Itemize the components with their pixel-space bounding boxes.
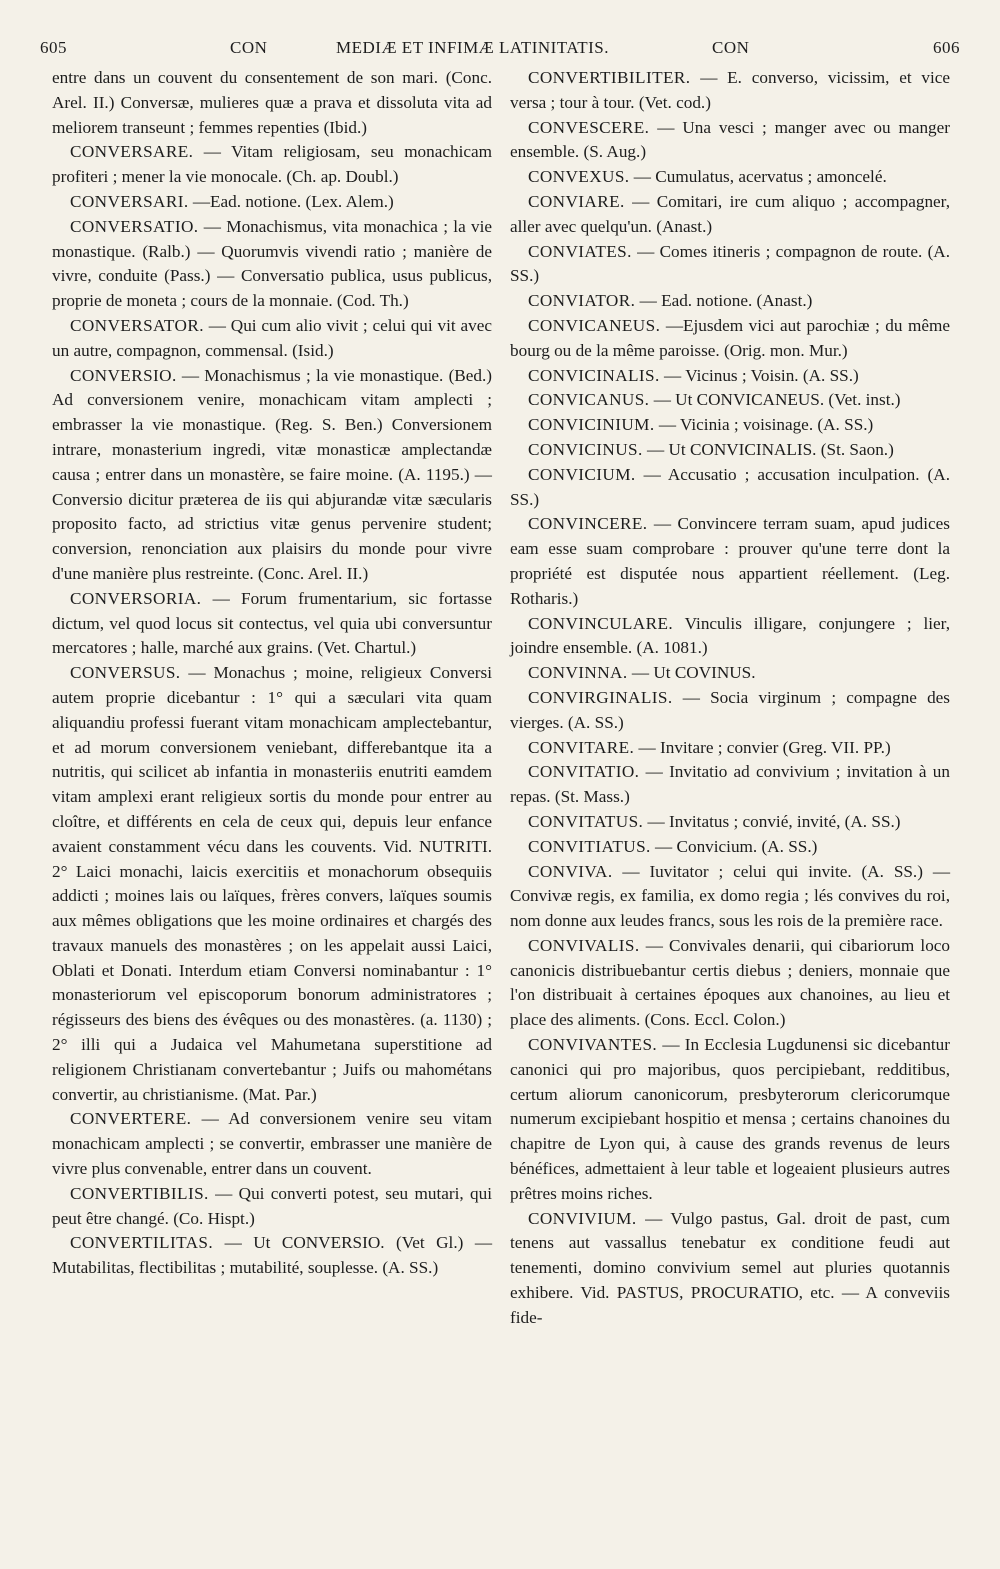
dictionary-entry	[510, 463, 950, 513]
entry-definition: — Invitatus ; convié, invité, (A. SS.)	[647, 811, 901, 831]
section-label-left: CON	[230, 38, 268, 57]
entry-definition: — Cumulatus, acervatus ; amoncelé.	[633, 167, 887, 187]
entry-definition: — Ad conversionem venire seu vitam monachicam amplecti ; se convertir, embrasser une manière de vivre plus convenable, entrer dans un couvent.	[52, 1109, 492, 1179]
dictionary-entry	[510, 116, 950, 166]
entry-definition: — Ut CONVICINALIS. (St. Saon.)	[647, 439, 894, 459]
entry-headword: CONVESCERE.	[528, 117, 650, 137]
entry-definition: — Invitare ; convier (Greg. VII. PP.)	[638, 737, 891, 757]
dictionary-entry	[510, 165, 950, 190]
dictionary-entry	[510, 388, 950, 413]
entry-headword: CONVIVANTES.	[528, 1035, 658, 1055]
entry-headword: CONVIVA.	[528, 861, 613, 881]
dictionary-entry	[52, 1107, 492, 1181]
entry-definition: — Comes itineris ; compagnon de route. (A. SS.)	[510, 241, 951, 286]
dictionary-entry	[52, 661, 492, 1107]
entry-definition: — Vitam religiosam, seu monachicam profiteri ; mener la vie monocale. (Ch. ap. Doubl.)	[52, 142, 493, 187]
entry-continuation: entre dans un couvent du consentement de son mari. (Conc. Arel. II.) Conversæ, mulieres quæ a prava et dissoluta vita ad meliorem transeunt ; femmes repenties (Ibid.)	[52, 68, 492, 137]
left-column	[52, 66, 492, 1281]
page-number-right: 606	[933, 38, 960, 57]
entry-definition: — Una vesci ; manger avec ou manger ensemble. (S. Aug.)	[510, 117, 951, 162]
entry-headword: CONVINCERE.	[528, 514, 648, 534]
entry-headword: CONVICINUS.	[528, 439, 643, 459]
dictionary-entry	[510, 190, 950, 240]
dictionary-entry	[52, 215, 492, 314]
entry-definition: —Ead. notione. (Lex. Alem.)	[192, 191, 394, 211]
dictionary-entry	[510, 512, 950, 611]
dictionary-entry	[52, 587, 492, 661]
dictionary-entry	[52, 140, 492, 190]
dictionary-entry	[510, 289, 950, 314]
entry-headword: CONVITARE.	[528, 737, 635, 757]
entry-definition: — Convivales denarii, qui cibariorum loco canonicis distribuebantur certis diebus ; deniers, monnaie que l'on distribuait à certaines époques aux chanoines, au lieu et place des aliments. (Cons. Eccl. Colon.)	[510, 935, 951, 1030]
entry-headword: CONVITIATUS.	[528, 836, 651, 856]
dictionary-entry	[510, 413, 950, 438]
dictionary-entry	[52, 1231, 492, 1281]
entry-headword: CONVERSARE.	[70, 142, 194, 162]
dictionary-entry	[52, 314, 492, 364]
page-number-left: 605	[40, 38, 67, 57]
running-header	[40, 34, 960, 64]
entry-headword: CONVINNA.	[528, 663, 628, 683]
entry-headword: CONVICIUM.	[528, 464, 636, 484]
entry-definition: — Accusatio ; accusation inculpation. (A. SS.)	[510, 464, 950, 509]
entry-headword: CONVICINIUM.	[528, 415, 655, 435]
entry-definition: — Ead. notione. (Anast.)	[639, 291, 813, 311]
dictionary-entry	[510, 1207, 950, 1331]
dictionary-entry	[510, 66, 950, 116]
entry-definition: — Monachismus ; la vie monastique. (Bed.) Ad conversionem venire, monachicam vitam amplecti ; embrasser la vie monastique. (Reg. S. Ben.) Conversionem intrare, monasterium ingredi, vitæ monasticæ amplectandæ causa ; entrer dans un monastère, se faire moine. (A. 1195.) — Conversio dicitur præterea de iis qui abjurandæ vitæ sæcularis proposito facto, ad strictius vitæ genus pervenire student; conversion, renonciation aux plaisirs du monde pour vivre d'une manière plus restreinte. (Conc. Arel. II.)	[52, 365, 492, 583]
entry-definition: — Forum frumentarium, sic fortasse dictum, vel quod locus sit contectus, vel quia ubi conversuntur mercatores ; halle, marché aux grains. (Vet. Chartul.)	[52, 588, 492, 658]
entry-definition: — Ut COVINUS.	[631, 663, 756, 683]
dictionary-entry	[510, 314, 950, 364]
entry-definition: — Vicinus ; Voisin. (A. SS.)	[664, 365, 859, 385]
entry-headword: CONVIVALIS.	[528, 935, 640, 955]
entry-headword: CONVIVIUM.	[528, 1208, 637, 1228]
entry-definition: Vinculis illigare, conjungere ; lier, joindre ensemble. (A. 1081.)	[510, 613, 950, 658]
entry-headword: CONVERTIBILIS.	[70, 1183, 209, 1203]
entry-headword: CONVINCULARE.	[528, 613, 674, 633]
entry-definition: — Qui converti potest, seu mutari, qui peut être changé. (Co. Hispt.)	[52, 1183, 492, 1228]
section-label-right: CON	[712, 38, 750, 57]
entry-headword: CONVERSUS.	[70, 663, 181, 683]
entry-definition: — Convicium. (A. SS.)	[655, 836, 818, 856]
entry-definition: — Monachismus, vita monachica ; la vie monastique. (Ralb.) — Quorumvis vivendi ratio ; manière de vivre, conduite (Pass.) — Conversatio publica, usus publicus, proprie de moneta ; cours de la monnaie. (Cod. Th.)	[52, 216, 493, 311]
entry-headword: CONVICINALIS.	[528, 365, 660, 385]
dictionary-entry	[52, 1182, 492, 1232]
dictionary-entry	[510, 934, 950, 1033]
entry-definition: — Iuvitator ; celui qui invite. (A. SS.) — Convivæ regis, ex familia, ex domo regia ; lés convives du roi, nom donne aux leudes francs, sous les rois de la première race.	[510, 861, 951, 931]
dictionary-entry	[52, 190, 492, 215]
entry-headword: CONVERSATOR.	[70, 315, 204, 335]
entry-definition: — E. converso, vicissim, et vice versa ; tour à tour. (Vet. cod.)	[510, 68, 951, 112]
dictionary-entry	[510, 860, 950, 934]
entry-definition: — Ut CONVICANEUS. (Vet. inst.)	[653, 390, 901, 410]
dictionary-entry	[510, 835, 950, 860]
entry-headword: CONVERSORIA.	[70, 588, 202, 608]
dictionary-entry	[52, 364, 492, 587]
entry-definition: — Convincere terram suam, apud judices eam esse suam comprobare : prouver qu'une terre dont la propriété est disputée nous appartient réellement. (Leg. Rotharis.)	[510, 514, 950, 608]
entry-headword: CONVIARE.	[528, 191, 625, 211]
dictionary-entry	[510, 661, 950, 686]
dictionary-entry	[510, 612, 950, 662]
entry-headword: CONVIRGINALIS.	[528, 687, 673, 707]
entry-headword: CONVERSIO.	[70, 365, 177, 385]
entry-headword: CONVERTIBILITER.	[528, 68, 691, 87]
entry-definition: — Comitari, ire cum aliquo ; accompagner, aller avec quelqu'un. (Anast.)	[510, 191, 951, 236]
right-column	[510, 66, 950, 1331]
entry-definition: — Socia virginum ; compagne des vierges. (A. SS.)	[510, 687, 951, 732]
entry-headword: CONVERSARI.	[70, 191, 189, 211]
dictionary-entry	[510, 686, 950, 736]
entry-headword: CONVITATIO.	[528, 762, 640, 782]
entry-headword: CONVERTILITAS.	[70, 1233, 214, 1253]
entry-definition: — Qui cum alio vivit ; celui qui vit avec un autre, compagnon, commensal. (Isid.)	[52, 315, 492, 360]
entry-headword: CONVEXUS.	[528, 167, 630, 187]
dictionary-entry	[510, 240, 950, 290]
dictionary-entry	[510, 736, 950, 761]
entry-definition: —Ejusdem vici aut parochiæ ; du même bourg ou de la même paroisse. (Orig. mon. Mur.)	[510, 315, 950, 360]
entry-definition: — Invitatio ad convivium ; invitation à un repas. (St. Mass.)	[510, 762, 950, 807]
entry-definition: — Monachus ; moine, religieux Conversi autem proprie dicebantur : 1° qui a sæculari vita quam aliquandiu professi fuerant vitam monachicam amplectebantur, et ad morum conversionem veniebant, differebantque ita a nutritis, qui scilicet ab infantia in monasteriis enutriti eamdem vitam amplexi erant religieux sortis du monde pour entrer au cloître, et différents en cela de ceux qui, depuis leur enfance avaient constamment vécu dans les couvents. Vid. NUTRITI. 2° Laici monachi, laicis exercitiis et monachorum obsequiis addicti ; moines lais ou laïques, frères convers, laïques soumis aux mêmes obligations que les moine ordinaires et chargés des travaux manuels des monastères ; on les appelait aussi Laici, Oblati et Donati. Interdum etiam Conversi nominabantur : 1° monasteriorum vel episcoporum bonorum administratores ; régisseurs des biens des évêques ou des monastères. (a. 1130) ; 2° illi qui a Judaica vel Mahumetana superstitione ad religionem Christianam convertebantur ; Juifs ou mahométans convertir, au christianisme. (Mat. Par.)	[52, 663, 492, 1104]
entry-headword: CONVIATOR.	[528, 291, 636, 311]
entry-headword: CONVICANUS.	[528, 390, 650, 410]
running-title: MEDIÆ ET INFIMÆ LATINITATIS.	[336, 38, 609, 57]
entry-definition: — Vulgo pastus, Gal. droit de past, cum tenens aut vassallus tenebatur ex conditione feudi aut tenementi, domino convivium semel aut pluries quotannis exhibere. Vid. PASTUS, PROCURATIO, etc. — A conveviis fide-	[510, 1208, 950, 1327]
entry-definition: — In Ecclesia Lugdunensi sic dicebantur canonici qui pro majoribus, quos percipiebant, redditibus, certum aliorum canonicorum, presbyterorum clericorumque numerum excipiebant hospitio et mensa ; certains chanoines du chapitre de Lyon qui, à cause des grands revenus de leurs bénéfices, admettaient à leur table et logeaient plusieurs autres prêtres moins riches.	[510, 1035, 951, 1203]
entry-headword: CONVICANEUS.	[528, 315, 661, 335]
entry-definition: — Ut CONVERSIO. (Vet Gl.) — Mutabilitas, flectibilitas ; mutabilité, souplesse. (A. SS.)	[52, 1233, 493, 1278]
dictionary-entry	[510, 438, 950, 463]
dictionary-entry	[510, 1033, 950, 1207]
entry-headword: CONVERTERE.	[70, 1109, 192, 1129]
entry-headword: CONVIATES.	[528, 241, 632, 261]
dictionary-entry	[510, 810, 950, 835]
entry-headword: CONVITATUS.	[528, 811, 644, 831]
entry-definition: — Vicinia ; voisinage. (A. SS.)	[658, 415, 874, 435]
dictionary-entry	[510, 760, 950, 810]
entry-headword: CONVERSATIO.	[70, 216, 199, 236]
dictionary-entry	[510, 364, 950, 389]
